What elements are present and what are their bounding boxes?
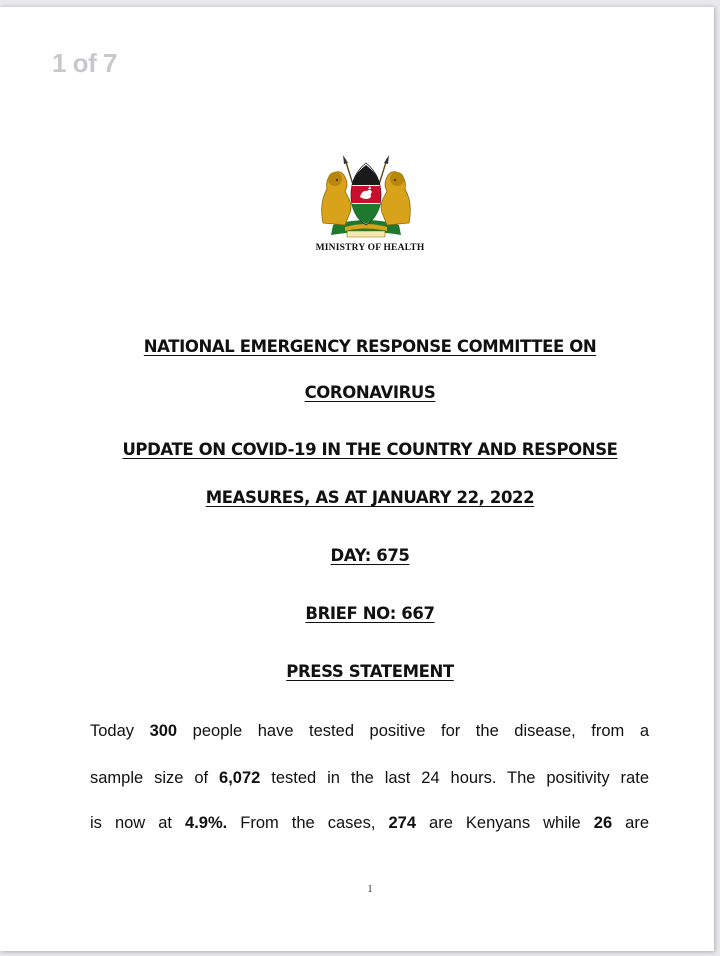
page-number: 1	[367, 884, 373, 895]
page-counter: 1 of 7	[52, 48, 117, 78]
kenya-coat-of-arms-icon	[315, 153, 417, 241]
ministry-name: MINISTRY OF HEALTH	[315, 243, 425, 253]
brief-number: BRIEF NO: 667	[305, 604, 435, 623]
title-line-1: NATIONAL EMERGENCY RESPONSE COMMITTEE ON	[143, 337, 597, 356]
subtitle-line-1: UPDATE ON COVID-19 IN THE COUNTRY AND RESPONSE	[122, 440, 618, 459]
title-line-2: CORONAVIRUS	[304, 383, 436, 402]
body-text-line: is now at 4.9%. From the cases, 274 are Kenyans while 26 are	[90, 814, 649, 832]
document-page	[0, 6, 714, 951]
day-label: DAY: 675	[330, 546, 410, 565]
body-text-line: sample size of 6,072 tested in the last 24 hours. The positivity rate	[90, 769, 649, 787]
subtitle-line-2: MEASURES, AS AT JANUARY 22, 2022	[205, 488, 535, 507]
body-text-line: Today 300 people have tested positive for the disease, from a	[90, 722, 649, 740]
press-statement-heading: PRESS STATEMENT	[286, 662, 454, 681]
